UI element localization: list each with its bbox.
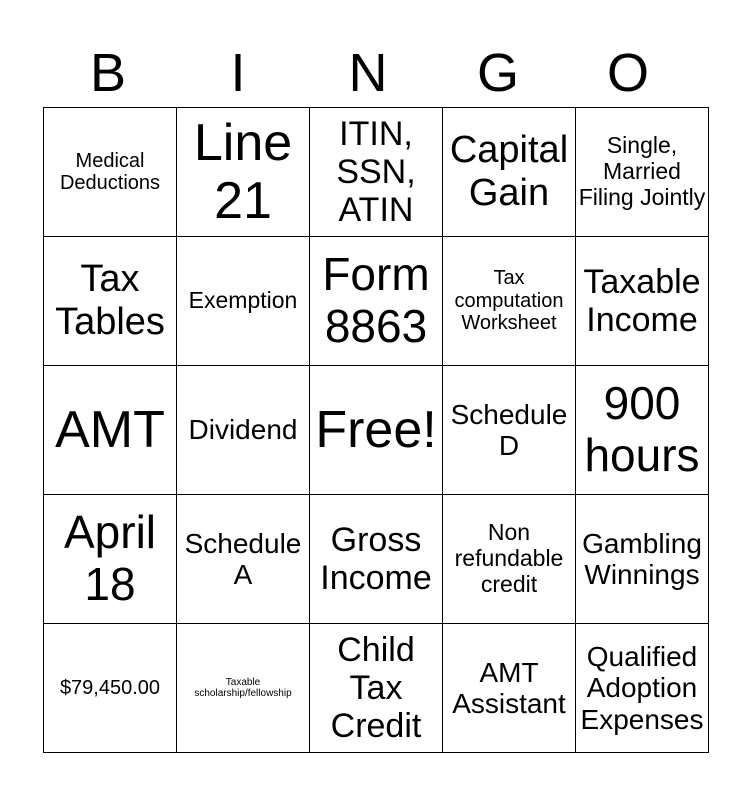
bingo-row: [44, 108, 709, 237]
bingo-cell[interactable]: Capital Gain: [443, 108, 576, 237]
bingo-cell[interactable]: AMT Assistant: [443, 624, 576, 753]
bingo-row: [44, 366, 709, 495]
bingo-cell[interactable]: Tax computation Worksheet: [443, 237, 576, 366]
bingo-cell[interactable]: Single, Married Filing Jointly: [576, 108, 709, 237]
bingo-cell[interactable]: 900 hours: [576, 366, 709, 495]
bingo-cell[interactable]: Taxable Income: [576, 237, 709, 366]
bingo-row: [44, 624, 709, 753]
bingo-cell-free-space[interactable]: Free!: [310, 366, 443, 495]
header-letter-g: G: [476, 43, 519, 103]
bingo-cell[interactable]: Non refundable credit: [443, 495, 576, 624]
bingo-cell[interactable]: Gross Income: [310, 495, 443, 624]
bingo-cell[interactable]: Line 21: [177, 108, 310, 237]
bingo-cell[interactable]: Schedule D: [443, 366, 576, 495]
header-letter-b: B: [89, 43, 127, 103]
bingo-cell[interactable]: Dividend: [177, 366, 310, 495]
bingo-cell[interactable]: ITIN, SSN, ATIN: [310, 108, 443, 237]
bingo-cell[interactable]: Schedule A: [177, 495, 310, 624]
header-letter-i: I: [230, 43, 246, 103]
bingo-cell[interactable]: Form 8863: [310, 237, 443, 366]
bingo-card: [43, 107, 709, 753]
bingo-header: [43, 40, 693, 106]
header-letter-o: O: [606, 43, 649, 103]
bingo-cell[interactable]: Child Tax Credit: [310, 624, 443, 753]
bingo-cell[interactable]: $79,450.00: [44, 624, 177, 753]
bingo-cell[interactable]: AMT: [44, 366, 177, 495]
bingo-cell[interactable]: Tax Tables: [44, 237, 177, 366]
bingo-row: [44, 495, 709, 624]
bingo-cell[interactable]: Exemption: [177, 237, 310, 366]
bingo-cell[interactable]: April 18: [44, 495, 177, 624]
bingo-cell[interactable]: Taxable scholarship/fellowship: [177, 624, 310, 753]
bingo-cell[interactable]: Gambling Winnings: [576, 495, 709, 624]
header-letter-n: N: [348, 43, 388, 103]
bingo-cell[interactable]: Qualified Adoption Expenses: [576, 624, 709, 753]
bingo-row: [44, 237, 709, 366]
bingo-cell[interactable]: Medical Deductions: [44, 108, 177, 237]
